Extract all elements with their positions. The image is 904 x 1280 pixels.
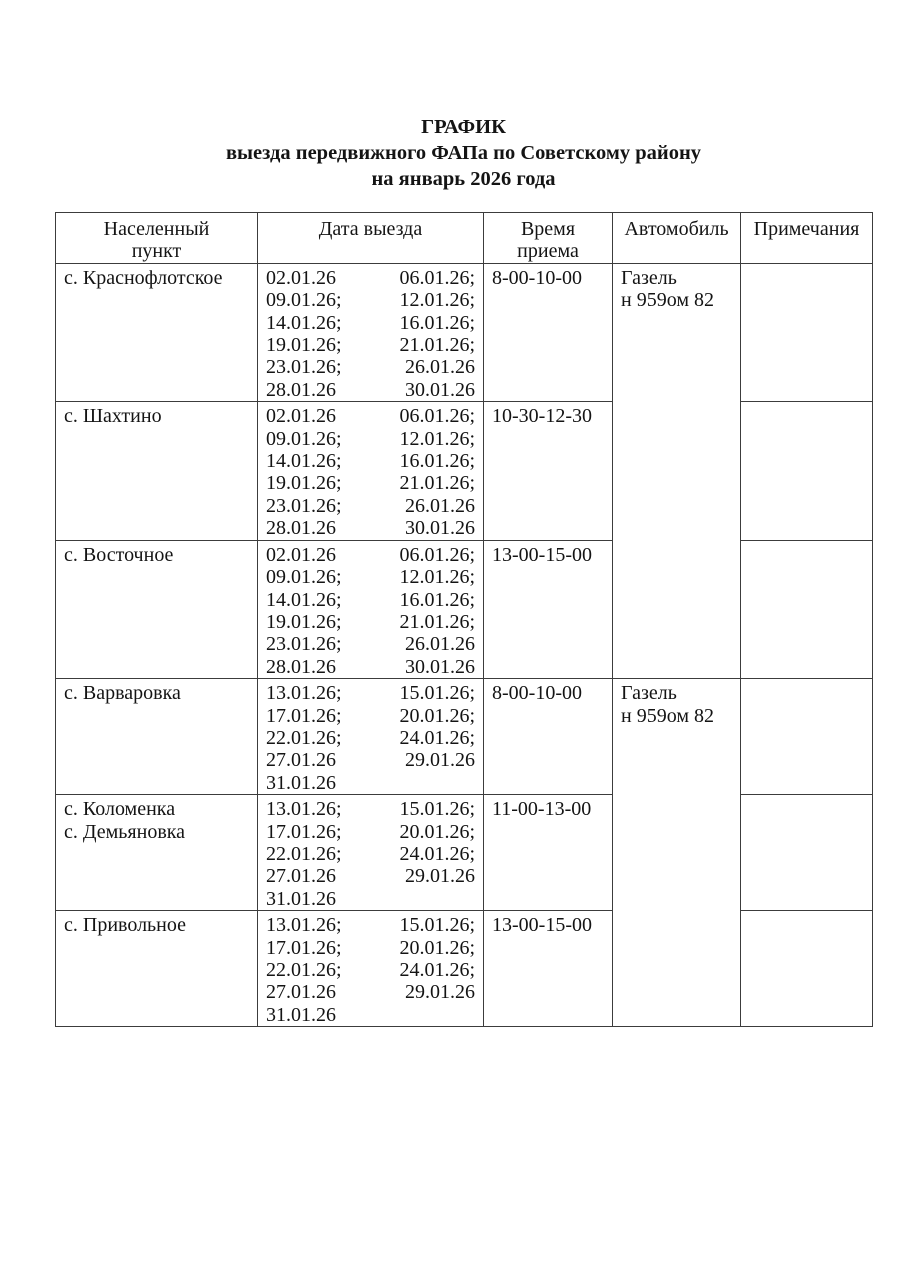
header-notes bbox=[741, 213, 873, 264]
time-cell bbox=[484, 402, 613, 540]
date-line bbox=[266, 981, 475, 1003]
date-line bbox=[266, 289, 475, 311]
date-line bbox=[266, 772, 475, 794]
vehicle-name: Газель bbox=[621, 682, 677, 705]
date-line bbox=[266, 544, 475, 566]
settlement-cell bbox=[56, 679, 258, 795]
dates-cell bbox=[258, 911, 484, 1027]
document-title bbox=[55, 114, 872, 192]
date-value: 15.01.26; bbox=[399, 798, 475, 821]
date-value: 29.01.26 bbox=[405, 981, 475, 1004]
time-cell bbox=[484, 263, 613, 401]
date-value: 27.01.26 bbox=[266, 865, 336, 888]
vehicle-plate: н 959ом 82 bbox=[621, 704, 714, 727]
date-value: 13.01.26; bbox=[266, 682, 342, 705]
note-cell bbox=[741, 402, 873, 540]
time-cell bbox=[484, 911, 613, 1027]
header-reception-time-line1: Время bbox=[520, 218, 576, 240]
date-value: 02.01.26 bbox=[266, 405, 336, 428]
date-value: 12.01.26; bbox=[399, 566, 475, 589]
header-reception-time bbox=[484, 213, 613, 264]
date-value: 30.01.26 bbox=[405, 517, 475, 540]
date-line bbox=[266, 312, 475, 334]
date-value: 14.01.26; bbox=[266, 311, 342, 334]
date-value: 27.01.26 bbox=[266, 749, 336, 772]
date-line bbox=[266, 267, 475, 289]
date-value: 17.01.26; bbox=[266, 820, 342, 843]
note-cell bbox=[741, 263, 873, 401]
vehicle-name: Газель bbox=[621, 266, 677, 289]
settlement-name: с. Привольное bbox=[64, 914, 186, 937]
date-value: 28.01.26 bbox=[266, 517, 336, 540]
schedule-table bbox=[55, 212, 873, 1027]
header-reception-time-line2: приема bbox=[517, 240, 579, 263]
date-line bbox=[266, 821, 475, 843]
date-value: 29.01.26 bbox=[405, 749, 475, 772]
note-cell bbox=[741, 795, 873, 911]
date-value: 30.01.26 bbox=[405, 378, 475, 401]
date-value: 22.01.26; bbox=[266, 959, 342, 981]
table-row bbox=[56, 911, 873, 1027]
settlement-name: с. Восточное bbox=[64, 543, 174, 566]
date-value: 14.01.26; bbox=[266, 450, 342, 473]
settlement-cell bbox=[56, 263, 258, 401]
table-row bbox=[56, 795, 873, 911]
date-line bbox=[266, 379, 475, 401]
date-value: 16.01.26; bbox=[399, 450, 475, 473]
time-cell bbox=[484, 795, 613, 911]
date-value: 20.01.26; bbox=[399, 936, 475, 959]
dates-cell bbox=[258, 263, 484, 401]
header-departure-date-line1: Дата выезда bbox=[318, 218, 423, 240]
date-value: 24.01.26; bbox=[399, 842, 475, 865]
note-cell bbox=[741, 540, 873, 678]
date-line bbox=[266, 937, 475, 959]
note-cell bbox=[741, 679, 873, 795]
date-line bbox=[266, 517, 475, 539]
date-line bbox=[266, 566, 475, 588]
date-value: 21.01.26; bbox=[399, 472, 475, 495]
time-cell bbox=[484, 540, 613, 678]
date-value: 30.01.26 bbox=[405, 655, 475, 678]
settlement-name: с. Шахтино bbox=[64, 405, 162, 428]
date-value: 22.01.26; bbox=[266, 842, 342, 865]
date-value: 17.01.26; bbox=[266, 704, 342, 727]
header-row bbox=[56, 213, 873, 264]
settlement-name: с. Демьяновка bbox=[64, 820, 186, 843]
date-line bbox=[266, 450, 475, 472]
time-value: 13-00-15-00 bbox=[492, 543, 592, 566]
date-value: 31.01.26 bbox=[266, 1003, 336, 1026]
date-line bbox=[266, 798, 475, 820]
date-value: 23.01.26; bbox=[266, 494, 342, 517]
date-value: 24.01.26; bbox=[399, 959, 475, 981]
time-cell bbox=[484, 679, 613, 795]
dates-cell bbox=[258, 402, 484, 540]
date-line bbox=[266, 495, 475, 517]
date-value: 02.01.26 bbox=[266, 543, 336, 566]
time-value: 8-00-10-00 bbox=[492, 682, 582, 705]
header-settlement bbox=[56, 213, 258, 264]
date-line bbox=[266, 843, 475, 865]
date-value: 26.01.26 bbox=[405, 494, 475, 517]
date-value: 20.01.26; bbox=[399, 820, 475, 843]
date-value: 28.01.26 bbox=[266, 378, 336, 401]
time-value: 8-00-10-00 bbox=[492, 266, 582, 289]
date-value: 21.01.26; bbox=[399, 610, 475, 633]
date-line bbox=[266, 888, 475, 910]
settlement-cell bbox=[56, 540, 258, 678]
date-value: 17.01.26; bbox=[266, 936, 342, 959]
table-row bbox=[56, 540, 873, 678]
date-line bbox=[266, 405, 475, 427]
date-line bbox=[266, 959, 475, 981]
dates-cell bbox=[258, 540, 484, 678]
date-value: 15.01.26; bbox=[399, 914, 475, 937]
date-value: 06.01.26; bbox=[399, 543, 475, 566]
date-line bbox=[266, 428, 475, 450]
date-value: 12.01.26; bbox=[399, 289, 475, 312]
header-vehicle bbox=[613, 213, 741, 264]
vehicle-cell bbox=[613, 679, 741, 1027]
settlement-name: с. Варваровка bbox=[64, 682, 181, 705]
date-line bbox=[266, 749, 475, 771]
date-value: 26.01.26 bbox=[405, 356, 475, 379]
date-value: 06.01.26; bbox=[399, 266, 475, 289]
settlement-cell bbox=[56, 402, 258, 540]
date-value: 28.01.26 bbox=[266, 655, 336, 678]
table-row bbox=[56, 263, 873, 401]
date-value: 09.01.26; bbox=[266, 566, 342, 589]
date-value: 16.01.26; bbox=[399, 311, 475, 334]
date-value: 24.01.26; bbox=[399, 726, 475, 749]
date-value: 15.01.26; bbox=[399, 682, 475, 705]
date-line bbox=[266, 914, 475, 936]
date-value: 29.01.26 bbox=[405, 865, 475, 888]
title-line-3: на январь 2026 года bbox=[371, 168, 556, 190]
header-departure-date bbox=[258, 213, 484, 264]
header-settlement-line1: Населенный bbox=[103, 218, 210, 240]
settlement-name: с. Коломенка bbox=[64, 798, 176, 821]
date-value: 02.01.26 bbox=[266, 266, 336, 289]
time-value: 10-30-12-30 bbox=[492, 405, 592, 428]
date-value: 31.01.26 bbox=[266, 887, 336, 910]
date-value: 26.01.26 bbox=[405, 633, 475, 656]
date-value: 31.01.26 bbox=[266, 771, 336, 794]
header-notes-line1: Примечания bbox=[753, 218, 860, 240]
date-line bbox=[266, 682, 475, 704]
date-line bbox=[266, 1004, 475, 1026]
date-line bbox=[266, 356, 475, 378]
date-value: 20.01.26; bbox=[399, 704, 475, 727]
date-value: 21.01.26; bbox=[399, 334, 475, 357]
settlement-cell bbox=[56, 911, 258, 1027]
settlement-name: с. Краснофлотское bbox=[64, 266, 223, 289]
time-value: 11-00-13-00 bbox=[492, 798, 592, 821]
date-value: 16.01.26; bbox=[399, 588, 475, 611]
settlement-cell bbox=[56, 795, 258, 911]
table-row bbox=[56, 402, 873, 540]
header-settlement-line2: пункт bbox=[131, 240, 182, 263]
date-line bbox=[266, 589, 475, 611]
dates-cell bbox=[258, 795, 484, 911]
date-value: 13.01.26; bbox=[266, 914, 342, 937]
date-line bbox=[266, 334, 475, 356]
title-line-1: ГРАФИК bbox=[421, 116, 506, 138]
date-line bbox=[266, 865, 475, 887]
date-value: 19.01.26; bbox=[266, 472, 342, 495]
date-value: 09.01.26; bbox=[266, 289, 342, 312]
date-line bbox=[266, 656, 475, 678]
title-line-2: выезда передвижного ФАПа по Советскому району bbox=[225, 142, 702, 164]
date-value: 19.01.26; bbox=[266, 334, 342, 357]
date-line bbox=[266, 633, 475, 655]
vehicle-plate: н 959ом 82 bbox=[621, 289, 714, 312]
note-cell bbox=[741, 911, 873, 1027]
date-value: 27.01.26 bbox=[266, 981, 336, 1004]
date-line bbox=[266, 727, 475, 749]
date-value: 06.01.26; bbox=[399, 405, 475, 428]
date-value: 23.01.26; bbox=[266, 633, 342, 656]
date-value: 14.01.26; bbox=[266, 588, 342, 611]
dates-cell bbox=[258, 679, 484, 795]
header-vehicle-line1: Автомобиль bbox=[624, 218, 729, 240]
date-value: 19.01.26; bbox=[266, 610, 342, 633]
time-value: 13-00-15-00 bbox=[492, 914, 592, 937]
date-value: 09.01.26; bbox=[266, 427, 342, 450]
date-line bbox=[266, 472, 475, 494]
date-value: 12.01.26; bbox=[399, 427, 475, 450]
date-line bbox=[266, 611, 475, 633]
vehicle-cell bbox=[613, 263, 741, 678]
table-row bbox=[56, 679, 873, 795]
date-value: 22.01.26; bbox=[266, 726, 342, 749]
date-line bbox=[266, 705, 475, 727]
date-value: 13.01.26; bbox=[266, 798, 342, 821]
date-value: 23.01.26; bbox=[266, 356, 342, 379]
